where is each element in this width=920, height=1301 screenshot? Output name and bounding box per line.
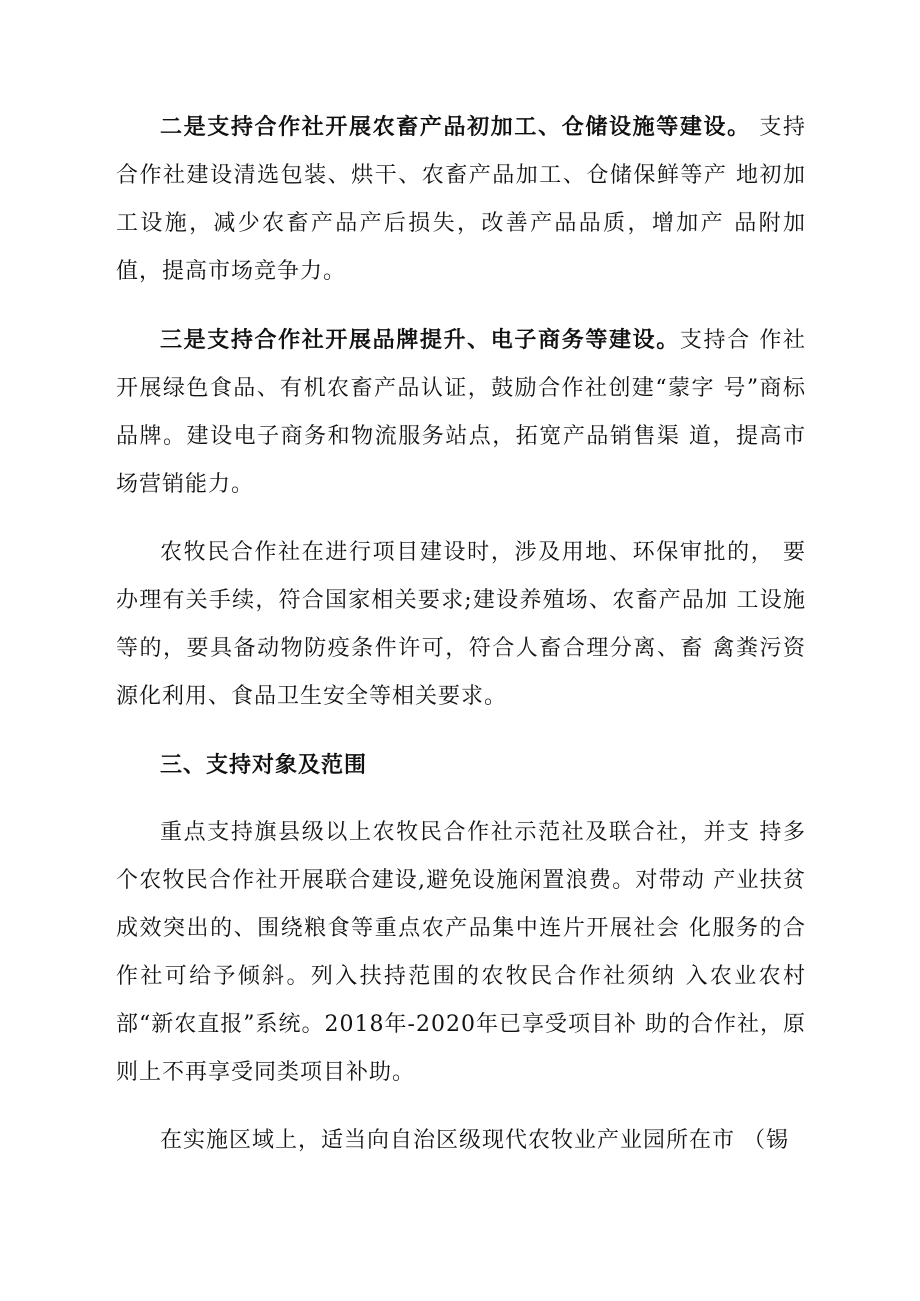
paragraph-lead: 二是支持合作社开展农畜产品初加工、仓储设施等建设。 [160, 114, 751, 140]
paragraph-body: 重点支持旗县级以上农牧民合作社示范社及联合社，并支 持多个农牧民合作社开展联合建设,避免设施闲置浪费。对带动 产业扶贫成效突出的、围绕粮食等重点农产品集中连片开展社会 化服务的合作社可给予倾斜。列入扶持范围的农牧民合作社须纳 入农业农村部“新农直报”系统。2018年-2020年已享受项目补 助的合作社，原则上不再享受同类项目补助。 [116, 820, 806, 1085]
paragraph-implementation-region [116, 1117, 806, 1165]
paragraph-body: 在实施区域上，适当向自治区级现代农牧业产业园所在市 （锡 [160, 1128, 789, 1153]
paragraph-brand-ecommerce [116, 316, 806, 509]
section-heading: 三、支持对象及范围 [160, 752, 368, 778]
paragraph-processing-storage [116, 103, 806, 296]
paragraph-construction-requirements [116, 529, 806, 721]
paragraph-support-targets [116, 809, 806, 1097]
document-page [116, 103, 806, 1185]
paragraph-body: 农牧民合作社在进行项目建设时，涉及用地、环保审批的， 要办理有关手续，符合国家相关要求;建设养殖场、农畜产品加 工设施等的，要具备动物防疫条件许可，符合人畜合理分离、畜 禽粪污资源化利用、食品卫生安全等相关要求。 [116, 540, 806, 709]
paragraph-body: 支持合作社建设清选包装、烘干、农畜产品加工、仓储保鲜等产 地初加工设施，减少农畜产品产后损失，改善产品品质，增加产 品附加值，提高市场竞争力。 [116, 115, 806, 284]
paragraph-lead: 三是支持合作社开展品牌提升、电子商务等建设。 [160, 327, 680, 353]
paragraph-body: 支持合 作社开展绿色食品、有机农畜产品认证，鼓励合作社创建“蒙字 号”商标品牌。建设电子商务和物流服务站点，拓宽产品销售渠 道，提高市场营销能力。 [116, 328, 806, 497]
